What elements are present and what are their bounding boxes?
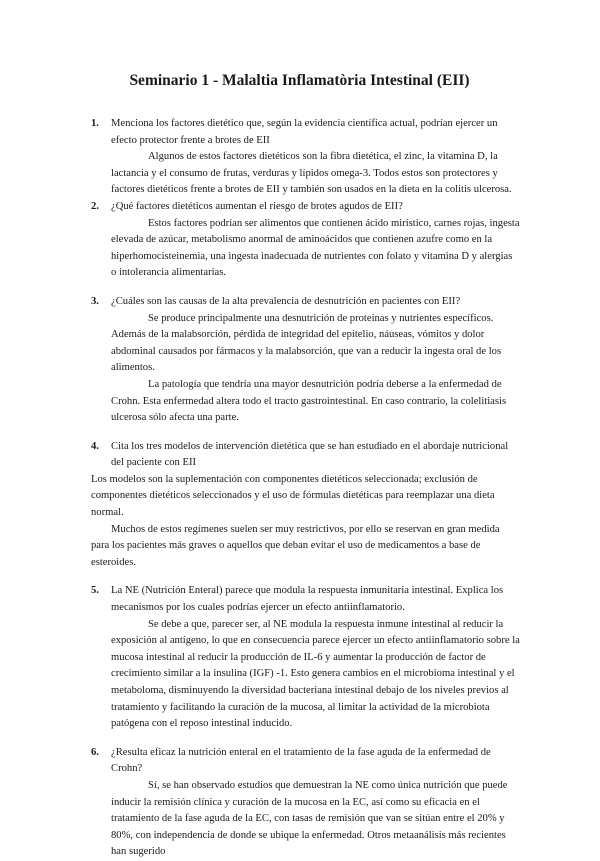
question-item-2: [91, 199, 520, 282]
question-text: ¿Resulta eficaz la nutrición enteral en el tratamiento de la fase aguda de la enfermedad de Crohn?: [111, 746, 491, 775]
question-list: [91, 116, 520, 861]
question-text: Cita los tres modelos de intervención dietética que se han estudiado en el abordaje nutricional del paciente con EII: [111, 440, 509, 469]
question-item-6: [91, 745, 520, 861]
question-item-5: [91, 583, 520, 732]
question-number: 1.: [91, 118, 99, 129]
answer-paragraph: Se produce principalmente una desnutrición de proteínas y nutrientes específicos. Además de la malabsorción, pérdida de integridad del epitelio, náuseas, vómitos y dolor abdominal causados por fármacos y la malabsorción, que van a reducir la ingesta oral de los alimentos.: [111, 312, 502, 374]
answer-paragraph: Los modelos son la suplementación con componentes dietéticos seleccionada; exclusión de componentes dietéticos seleccionados y el uso de fórmulas dietéticas para reemplazar una dieta normal.: [91, 473, 495, 519]
question-item-3: [91, 294, 520, 427]
question-text: Menciona los factores dietético que, según la evidencia científica actual, podrían ejercer un efecto protector frente a brotes de EII: [111, 118, 498, 146]
question-number: 4.: [91, 440, 99, 452]
question-text: ¿Cuáles son las causas de la alta prevalencia de desnutrición en pacientes con EII?: [111, 295, 461, 307]
question-number: 3.: [91, 295, 99, 307]
question-item-1: [91, 116, 520, 199]
question-text: La NE (Nutrición Enteral) parece que modula la respuesta inmunitaria intestinal. Explica los mecanismos por los cuales podrías ejercer un efecto antiinflamatorio.: [111, 585, 504, 614]
question-text: ¿Qué factores dietéticos aumentan el riesgo de brotes agudos de EII?: [111, 200, 403, 212]
answer-paragraph: Se debe a que, parecer ser, al NE modula la respuesta inmune intestinal al reducir la exposición al antígeno, lo que en consecuencia parece ejercer un efecto antiinflamatorio sobre la mucosa intestinal al reducir la producción de IL-6 y aumentar la producción de factor de crecimiento similar a la insulina (IGF) -1. Esto genera cambios en el microbioma intestinal y el metaboloma, disminuyendo la diversidad bacteriana intestinal debajo de los niveles previos al tratamiento y facilitando la curación de la mucosa, al limitar la actividad de la microbiota patógena con el reposo intestinal inducido.: [111, 618, 520, 730]
answer-paragraph: Muchos de estos regímenes suelen ser muy restrictivos, por ello se reservan en gran medida para los pacientes más graves o aquellos que deban evitar el uso de medicamentos a base de esteroides.: [91, 523, 500, 568]
answer-paragraph: Estos factores podrían ser alimentos que contienen ácido mirístico, carnes rojas, ingesta elevada de azúcar, metabolismo anormal de aminoácidos que contienen azufre como en la hiperhomocisteinemia, una ingesta inadecuada de nutrientes con folato y vitamina D y alergias o intolerancia alimentarias.: [111, 217, 520, 279]
question-item-4: [91, 439, 520, 572]
answer-paragraph: Sí, se han observado estudios que demuestran la NE como única nutrición que puede inducir la remisión clínica y curación de la mucosa en la EC, así como su eficacia en el tratamiento de la fase aguda de la EC, con tasas de remisión que van se sitúan entre el 20% y 80%, con independencia de donde se ubique la enfermedad. Otros metaanálisis más recientes han sugerido: [111, 779, 508, 858]
answer-paragraph: Algunos de estos factores dietéticos son la fibra dietética, el zinc, la vitamina D, la lactancia y el consumo de frutas, verduras y lípidos omega-3. Todos estos son protectores y factores dietéticos frente a brotes de EII y también son usados en la dieta en la colitis ulcerosa.: [111, 151, 512, 196]
question-number: 6.: [91, 746, 99, 758]
answer-paragraph: La patología que tendría una mayor desnutrición podría deberse a la enfermedad de Crohn. Esta enfermedad altera todo el tracto gastrointestinal. En caso contrario, la colelitiasis ulcerosa sólo afecta una parte.: [111, 378, 507, 424]
question-number: 2.: [91, 200, 99, 212]
question-number: 5.: [91, 585, 99, 597]
document-title: Seminario 1 - Malaltia Inflamatòria Intestinal (EII): [129, 72, 470, 89]
